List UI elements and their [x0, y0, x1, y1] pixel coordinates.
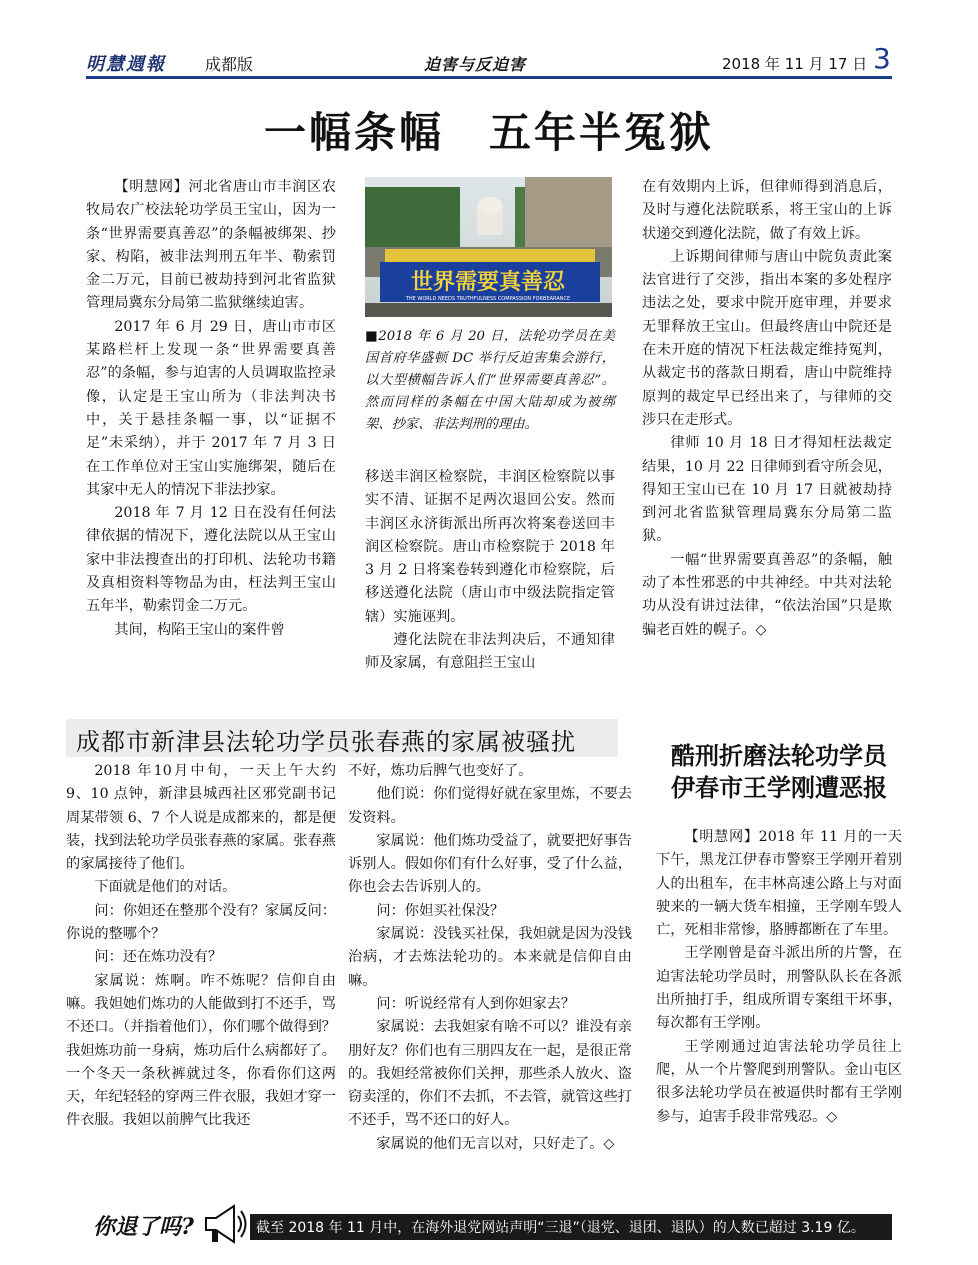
paragraph: 王学刚通过迫害法轮功学员往上爬，从一个片警爬到刑警队。金山屯区很多法轮功学员在被逼供时都有王学刚参与，迫害手段非常残忍。◇ [656, 1038, 902, 1125]
paragraph: 律师 10 月 18 日才得知枉法裁定结果，10 月 22 日律师到看守所会见，得知王宝山已在 10 月 17 日就被劫持到河北省监狱管理局冀东分局第二监狱。 [642, 435, 892, 545]
megaphone-icon [200, 1202, 248, 1250]
section-title: 迫害与反迫害 [424, 55, 527, 74]
page-number: 3 [873, 42, 891, 75]
banner-chinese-text: 世界需要真善忍 [410, 270, 566, 295]
parade-photo-illustration [365, 177, 612, 317]
paragraph: 下面就是他们的对话。 [94, 879, 237, 896]
paragraph: 家属说的他们无言以对，只好走了。◇ [376, 1135, 615, 1152]
footer-slogan: 你退了吗? [93, 1214, 194, 1240]
paragraph: 问：你妲还在整那个没有？家属反问：你说的整哪个？ [66, 902, 336, 943]
paragraph: 问：还在炼功没有？ [94, 949, 223, 966]
paragraph: 问：听说经常有人到你妲家去？ [376, 995, 576, 1012]
paragraph: 问：你妲买社保没？ [376, 902, 505, 919]
paragraph: 他们说：你们觉得好就在家里炼，不要去发资料。 [348, 786, 632, 826]
issue-date: 2018 年 11 月 17 日 [722, 55, 868, 73]
paragraph: 一幅“世界需要真善忍”的条幅，触动了本性邪恶的中共神经。中共对法轮功从没有讲过法律，“依法治国”只是欺骗老百姓的幌子。◇ [642, 551, 892, 638]
paragraph: 遵化法院在非法判决后，不通知律师及家属，有意阻拦王宝山 [365, 632, 615, 672]
paragraph: 2018 年10月中旬，一天上午大约 9、10 点钟，新津县城西社区邪党副书记周某带领 6、7 个人说是成都来的，都是便装，找到法轮功学员张春燕的家属。张春燕的家属接待了他们。 [66, 763, 336, 873]
paragraph: 家属说：去我妲家有啥不可以？谁没有亲朋好友？你们也有三朋四友在一起，是很正常的。我妲经常被你们关押，那些杀人放火、盗窃卖淫的，你们不去抓，不去管，就管这些打不还手，骂不还口的好人。 [348, 1019, 632, 1129]
paragraph: 其间，构陷王宝山的案件曾 [114, 621, 285, 638]
paragraph: 【明慧网】河北省唐山市丰润区农牧局农广校法轮功学员王宝山，因为一条“世界需要真善忍”的条幅被绑架、抄家、构陷，被非法判刑五年半、勒索罚金二万元，目前已被劫持到河北省监狱管理局冀东分局第二监狱继续迫害。 [86, 179, 336, 312]
article3-headline-line-1: 酷刑折磨法轮功学员 [671, 742, 887, 770]
paragraph: 2017 年 6 月 29 日，唐山市市区某路栏杆上发现一条“世界需要真善忍”的条幅，参与迫害的人员调取监控录像，认定是王宝山所为（非法判决书中，关于悬挂条幅一事，以“证据不足”未采纳），并于 2017 年 7 月 3 日在工作单位对王宝山实施绑架，随后在其家中无人的情况下非法抄家。 [86, 318, 336, 498]
banner-english-text: THE WORLD NEEDS TRUTHFULNESS COMPASSION FORBEARANCE [405, 296, 571, 302]
article1-column-3 [642, 176, 892, 642]
paragraph: 家属说：没钱买社保，我妲就是因为没钱治病，才去炼法轮功的。本来就是信仰自由嘛。 [348, 926, 632, 989]
article3-column [656, 826, 902, 1129]
paragraph: 家属说：炼啊。咋不炼呢？信仰自由嘛。我妲她们炼功的人能做到打不还手，骂不还口。（并指着他们），你们哪个做得到？我妲炼功前一身病，炼功后什么病都好了。一个冬天一条秋裤就过冬，你看你们这两天，年纪轻轻的穿两三件衣服，我妲才穿一件衣服。我妲以前脾气比我还 [66, 972, 336, 1129]
parade-photo [365, 177, 612, 317]
article1-column-1 [86, 176, 336, 642]
masthead: 明慧週報 [86, 54, 166, 75]
paragraph: 王学刚曾是奋斗派出所的片警，在迫害法轮功学员时，刑警队队长在各派出所抽打手，组成所谓专案组干坏事，每次都有王学刚。 [656, 945, 902, 1032]
paragraph: 2018 年 7 月 12 日在没有任何法律依据的情况下，遵化法院以从王宝山家中非法搜查出的打印机、法轮功书籍及真相资料等物品为由，枉法判王宝山五年半，勒索罚金二万元。 [86, 505, 336, 615]
paragraph: 家属说：他们炼功受益了，就要把好事告诉别人。假如你们有什么好事，受了什么益，你也会去告诉别人的。 [348, 832, 632, 896]
footer-statement: 截至 2018 年 11 月中，在海外退党网站声明“三退”（退党、退团、退队）的人数已超过 3.19 亿。 [256, 1220, 865, 1236]
paragraph: 移送丰润区检察院，丰润区检察院以事实不清、证据不足两次退回公安。然而丰润区永济街派出所再次将案卷送回丰润区检察院。唐山市检察院于 2018 年 3 月 2 日将案卷转到遵化市检察院，后移送遵化法院（唐山市中级法院指定管辖）实施诬判。 [365, 469, 615, 625]
article3-headline [660, 740, 898, 804]
edition-label: 成都版 [205, 55, 254, 74]
article2-headline: 成都市新津县法轮功学员张春燕的家属被骚扰 [76, 728, 576, 756]
paragraph: 【明慧网】2018 年 11 月的一天下午，黑龙江伊春市警察王学刚开着别人的出租车，在丰林高速公路上与对面驶来的一辆大货车相撞，王学刚车毁人亡，死相非常惨，胳膊都断在了车里。 [656, 829, 902, 939]
article1-column-2 [365, 466, 615, 676]
header-rule [86, 76, 892, 79]
megaphone-icon-graphic [200, 1202, 248, 1246]
photo-caption: ■2018 年 6 月 20 日，法轮功学员在美国首府华盛顿 DC 举行反迫害集会游行，以大型横幅告诉人们“世界需要真善忍”。然而同样的条幅在中国大陆却成为被绑架、抄家、非法判刑的理由。 [365, 329, 615, 432]
article2-column-2 [348, 760, 632, 1156]
article3-headline-line-2: 伊春市王学刚遭恶报 [671, 774, 887, 802]
paragraph: 不好，炼功后脾气也变好了。 [348, 763, 533, 779]
article1-headline: 一幅条幅 五年半冤狱 [263, 108, 714, 157]
paragraph: 上诉期间律师与唐山中院负责此案法官进行了交涉，指出本案的多处程序违法之处，要求中院开庭审理，并要求无罪释放王宝山。但最终唐山中院还是在未开庭的情况下枉法裁定维持冤判，从裁定书的落款日期看，唐山中院维持原判的裁定早已经出来了，与律师的交涉只在走形式。 [642, 248, 892, 428]
article2-column-1 [66, 760, 336, 1133]
paragraph: 在有效期内上诉，但律师得到消息后，及时与遵化法院联系，将王宝山的上诉状递交到遵化法院，做了有效上诉。 [642, 179, 892, 242]
